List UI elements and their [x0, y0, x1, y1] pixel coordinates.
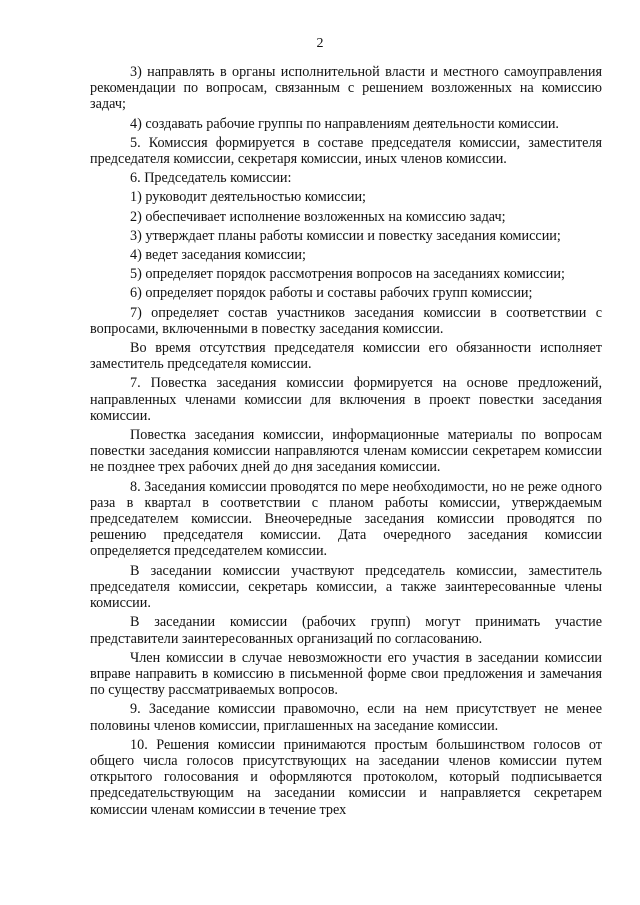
paragraph: 7) определяет состав участников заседания комиссии в соответствии с вопросами, включенными в повестку заседания комиссии.	[90, 304, 602, 337]
document-body	[90, 64, 602, 818]
paragraph: 4) ведет заседания комиссии;	[130, 247, 306, 264]
page-number: 2	[316, 36, 324, 51]
paragraph: Член комиссии в случае невозможности его участия в заседании комиссии вправе направить в комиссию в письменной форме свои предложения и замечания по существу рассматриваемых вопросов.	[90, 649, 602, 699]
paragraph: Во время отсутствия председателя комиссии его обязанности исполняет заместитель председателя комиссии.	[90, 340, 602, 373]
paragraph: 3) утверждает планы работы комиссии и повестку заседания комиссии;	[130, 227, 561, 244]
paragraph: 5. Комиссия формируется в составе председателя комиссии, заместителя председателя комиссии, секретаря комиссии, иных членов комиссии.	[90, 134, 602, 168]
paragraph: 6. Председатель комиссии:	[130, 170, 292, 187]
paragraph: 1) руководит деятельностью комиссии;	[130, 189, 367, 206]
paragraph: В заседании комиссии участвуют председатель комиссии, заместитель председателя комиссии, секретарь комиссии, а также заинтересованные члены комиссии.	[90, 562, 602, 612]
paragraph: Повестка заседания комиссии, информационные материалы по вопросам повестки заседания комиссии направляются членам комиссии секретарем комиссии не позднее трех рабочих дней до дня заседания комиссии.	[90, 427, 602, 476]
paragraph: 7. Повестка заседания комиссии формируется на основе предложений, направленных членами комиссии для включения в проект повестки заседания комиссии.	[90, 375, 602, 424]
paragraph: 5) определяет порядок рассмотрения вопросов на заседаниях комиссии;	[130, 266, 565, 283]
paragraph: 9. Заседание комиссии правомочно, если на нем присутствует не менее половины членов комиссии, приглашенных на заседание комиссии.	[90, 701, 602, 734]
paragraph: 3) направлять в органы исполнительной власти и местного самоуправления рекомендации по вопросам, связанным с решением возложенных на комиссию задач;	[90, 64, 602, 113]
paragraph: 8. Заседания комиссии проводятся по мере необходимости, но не реже одного раза в квартал в соответствии с планом работы комиссии, утверждаемым председателем комиссии. Внеочередные заседания комиссии проводятся по решению председателя комиссии. Дата очередного заседания комиссии определяется председателем комиссии.	[90, 478, 602, 560]
paragraph: 6) определяет порядок работы и составы рабочих групп комиссии;	[130, 285, 533, 302]
paragraph: В заседании комиссии (рабочих групп) могут принимать участие представители заинтересованных организаций по согласованию.	[90, 614, 602, 647]
paragraph: 10. Решения комиссии принимаются простым большинством голосов от общего числа голосов присутствующих на заседании членов комиссии путем открытого голосования и оформляются протоколом, который подписывается председательствующим на заседании комиссии и направляется секретарем комиссии членам комиссии в течение трех	[90, 736, 602, 818]
paragraph: 4) создавать рабочие группы по направлениям деятельности комиссии.	[130, 115, 559, 132]
paragraph: 2) обеспечивает исполнение возложенных на комиссию задач;	[130, 208, 506, 225]
